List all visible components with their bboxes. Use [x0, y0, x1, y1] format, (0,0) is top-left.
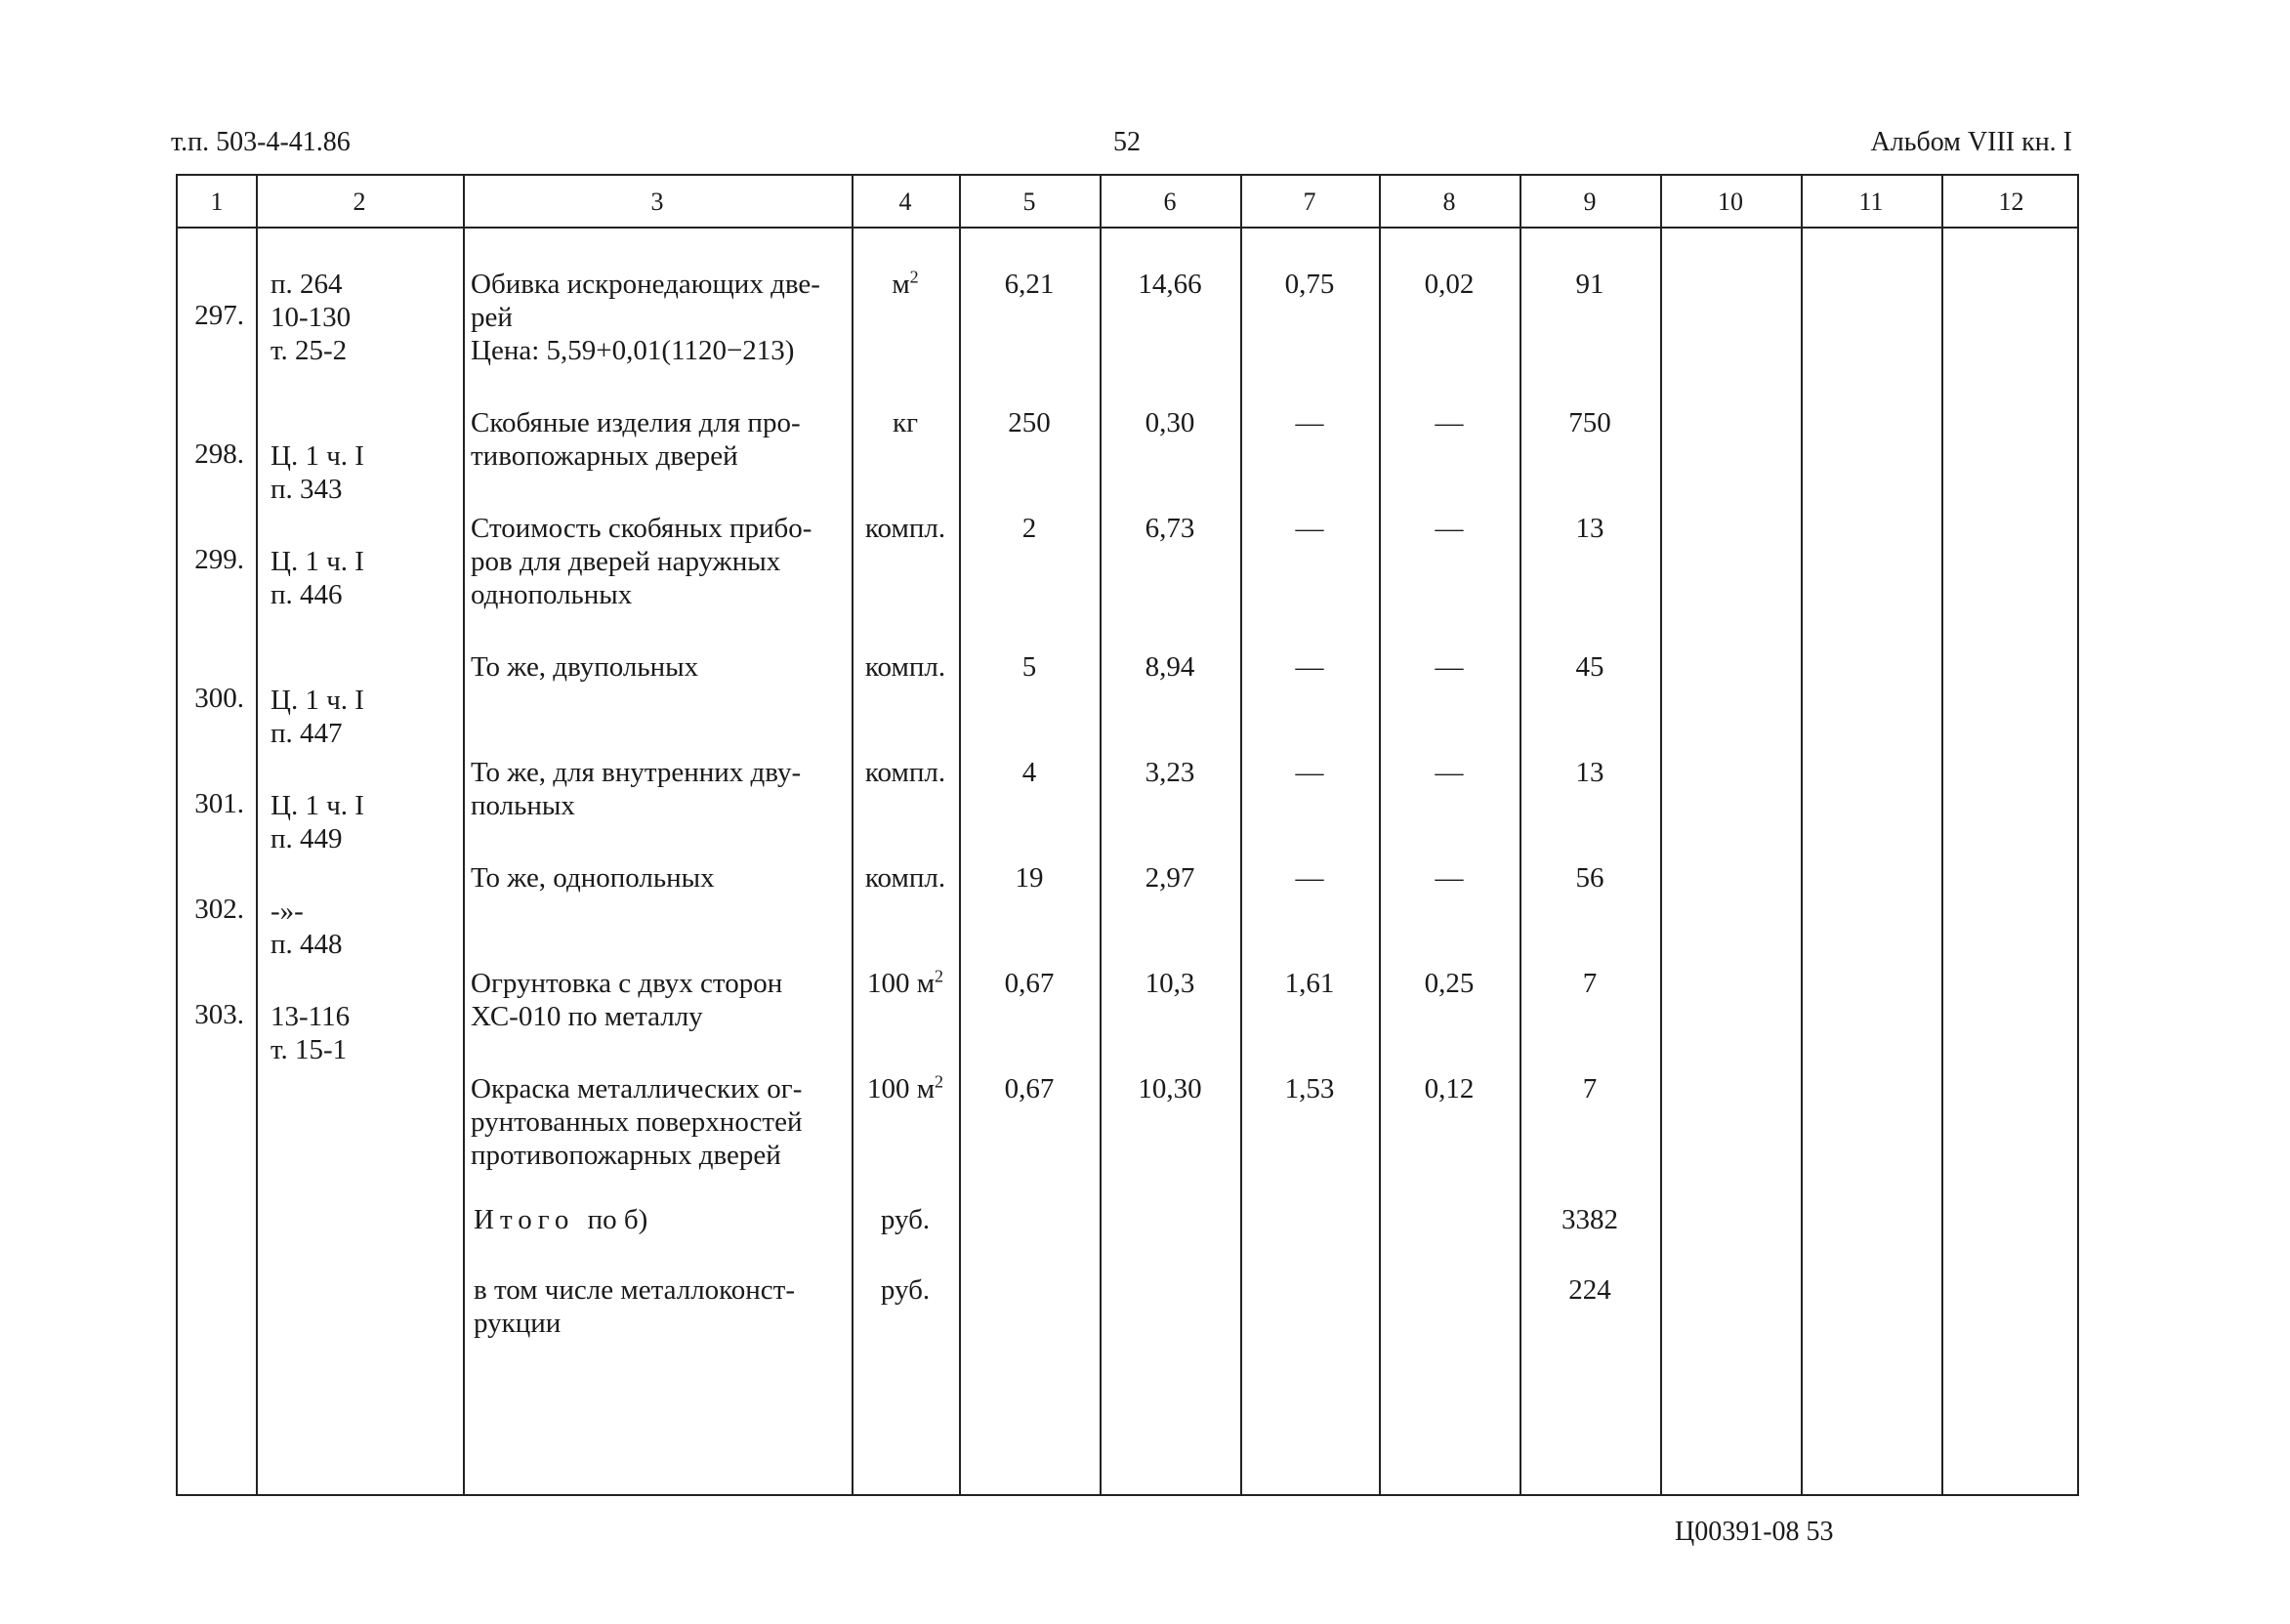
row-value-6: 6,73	[1145, 513, 1195, 544]
row-source: п. 264 10-130 т. 25-2	[271, 269, 352, 366]
column-divider	[1660, 176, 1662, 1494]
column-divider	[463, 176, 465, 1494]
column-number: 8	[1442, 187, 1456, 216]
row-value-6: 0,30	[1145, 407, 1195, 438]
row-source: Ц. 1 ч. I п. 449	[271, 790, 364, 854]
column-number: 10	[1718, 187, 1743, 216]
row-source: Ц. 1 ч. I п. 343	[271, 440, 364, 505]
row-value-9: 7	[1582, 1073, 1598, 1104]
row-value-5: 0,67	[1004, 968, 1055, 999]
row-name: То же, однопольных	[471, 862, 715, 894]
column-number: 3	[650, 187, 664, 216]
row-value-8: —	[1435, 862, 1464, 894]
row-value-5: 2	[1021, 513, 1037, 544]
row-number: 297.	[194, 300, 244, 331]
column-number: 12	[1998, 187, 2024, 216]
row-name: Огрунтовка с двух сторон ХС-010 по металлу	[471, 968, 783, 1032]
row-unit: компл.	[864, 513, 946, 544]
column-number: 1	[210, 187, 224, 216]
row-value-5: 4	[1021, 757, 1037, 788]
column-divider	[1379, 176, 1381, 1494]
row-value-7: —	[1295, 407, 1324, 438]
row-value-6: 8,94	[1145, 651, 1195, 683]
row-value-7: —	[1295, 757, 1324, 788]
row-source: Ц. 1 ч. I п. 447	[271, 685, 364, 749]
row-value-9: 56	[1575, 862, 1604, 894]
row-value-5: 0,67	[1004, 1073, 1055, 1104]
row-value-9: 13	[1575, 513, 1604, 544]
row-value-8: 0,12	[1424, 1073, 1475, 1104]
column-divider	[1100, 176, 1102, 1494]
row-unit: кг	[893, 407, 918, 438]
column-number: 9	[1583, 187, 1597, 216]
footer-code: Ц00391-08 53	[1675, 1517, 1834, 1547]
row-number: 300.	[194, 683, 244, 714]
row-name: То же, для внутренних дву- польных	[471, 757, 802, 821]
column-divider	[1941, 176, 1943, 1494]
row-name: Обивка искронедающих две- рей Цена: 5,59+0,01(1120−213)	[471, 269, 820, 366]
row-value-8: 0,02	[1424, 269, 1475, 300]
page-number: 52	[1113, 127, 1141, 157]
row-value-9: 7	[1582, 968, 1598, 999]
row-value-5: 19	[1015, 862, 1044, 894]
row-unit: компл.	[864, 757, 946, 788]
row-name: То же, двупольных	[471, 651, 699, 683]
row-value-5: 6,21	[1004, 269, 1055, 300]
row-number: 298.	[194, 438, 244, 470]
row-value-5: 250	[1008, 407, 1051, 438]
row-value-7: 1,61	[1284, 968, 1335, 999]
row-unit: $м^2$	[892, 267, 919, 300]
row-value-9: 91	[1575, 269, 1604, 300]
row-value-6: 10,3	[1145, 968, 1195, 999]
row-value-5: 5	[1021, 651, 1037, 683]
row-value-8: —	[1435, 757, 1464, 788]
row-number: 302.	[194, 894, 244, 925]
row-unit: компл.	[864, 651, 946, 683]
row-value-8: —	[1435, 651, 1464, 683]
row-value-7: —	[1295, 651, 1324, 683]
row-value-8: —	[1435, 513, 1464, 544]
column-divider	[1240, 176, 1242, 1494]
row-value-7: 1,53	[1284, 1073, 1335, 1104]
row-number: 303.	[194, 999, 244, 1030]
row-value-6: 14,66	[1138, 269, 1202, 300]
column-number: 11	[1858, 187, 1884, 216]
row-value-6: 3,23	[1145, 757, 1195, 788]
column-number: 7	[1303, 187, 1316, 216]
column-divider	[1801, 176, 1803, 1494]
column-number: 5	[1022, 187, 1036, 216]
row-value-9: 45	[1575, 651, 1604, 683]
row-unit: 100 $м^2$	[866, 966, 944, 999]
row-number: 299.	[194, 544, 244, 575]
row-value-8: —	[1435, 407, 1464, 438]
row-value-6: 2,97	[1145, 862, 1195, 894]
row-name: Стоимость скобяных прибо- ров для дверей наружных однопольных	[471, 513, 812, 610]
row-source: Ц. 1 ч. I п. 446	[271, 546, 364, 610]
total-value: 3382	[1561, 1204, 1618, 1235]
row-value-7: —	[1295, 862, 1324, 894]
row-number: 301.	[194, 788, 244, 819]
metal-unit: руб.	[880, 1274, 931, 1306]
metal-label: в том числе металлоконст- рукции	[474, 1274, 796, 1339]
total-label: Итого по б)	[474, 1204, 648, 1235]
row-value-9: 13	[1575, 757, 1604, 788]
row-unit: 100 $м^2$	[866, 1071, 944, 1104]
row-source: 13-116 т. 15-1	[271, 1001, 351, 1065]
column-divider	[959, 176, 961, 1494]
document-code: т.п. 503-4-41.86	[171, 127, 351, 157]
row-value-9: 750	[1568, 407, 1611, 438]
column-number: 6	[1163, 187, 1177, 216]
row-value-8: 0,25	[1424, 968, 1475, 999]
total-unit: руб.	[880, 1204, 931, 1235]
row-source: -»- п. 448	[271, 895, 343, 960]
row-value-7: —	[1295, 513, 1324, 544]
column-number: 2	[353, 187, 366, 216]
metal-value: 224	[1568, 1274, 1611, 1306]
row-value-7: 0,75	[1284, 269, 1335, 300]
row-name: Окраска металлических ог- рунтованных поверхностей противопожарных дверей	[471, 1073, 803, 1171]
album-label: Альбом VIII кн. I	[1870, 127, 2072, 157]
column-number: 4	[898, 187, 912, 216]
row-name: Скобяные изделия для про- тивопожарных дверей	[471, 407, 801, 472]
row-unit: компл.	[864, 862, 946, 894]
column-divider	[256, 176, 258, 1494]
row-value-6: 10,30	[1138, 1073, 1202, 1104]
estimate-table	[176, 174, 2079, 1496]
